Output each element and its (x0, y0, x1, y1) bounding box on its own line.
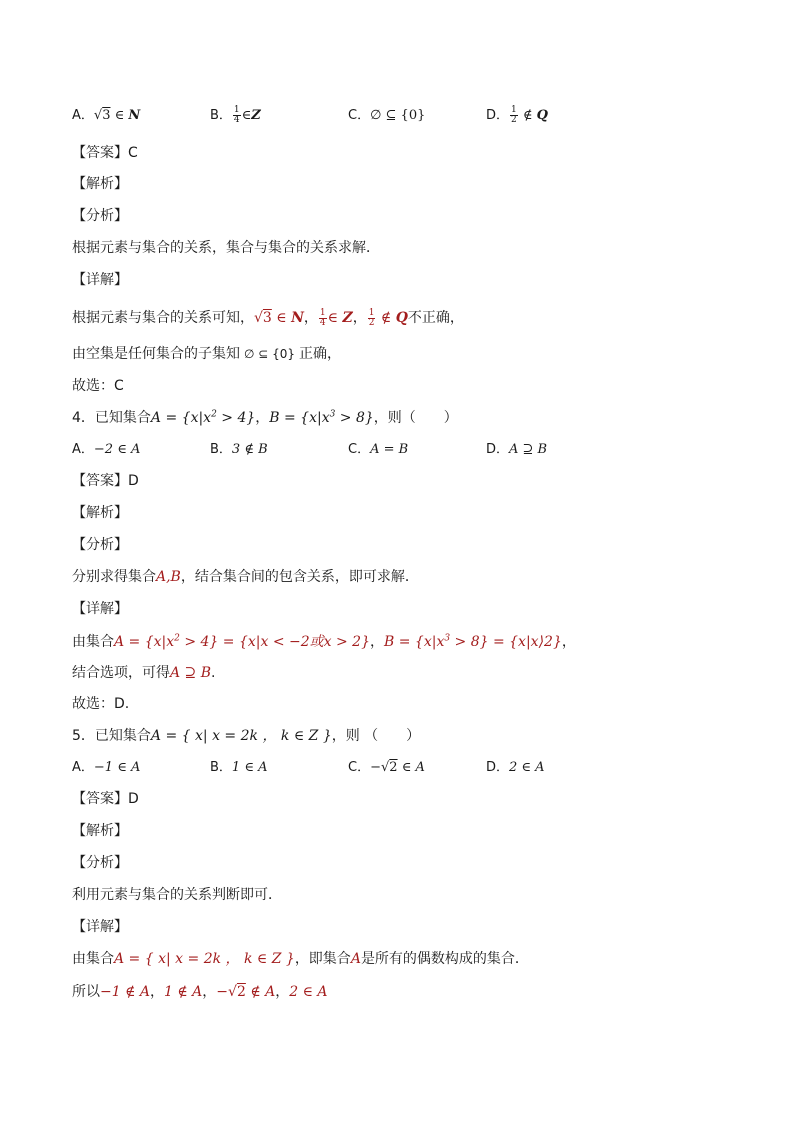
q5-option-b: B．1 ∈ A (210, 760, 268, 775)
q3-option-d: D． $\frac{1}{2}$ ∉ Q (486, 105, 548, 125)
q4-analysis: 分别求得集合A,B，结合集合间的包含关系，即可求解． (72, 569, 419, 585)
q3-option-b: B． $\frac{1}{4}$ ∈Z (210, 105, 261, 125)
q5-stem: 5．已知集合A = { x| x = 2k ， k ∈ Z }，则 （ ） (72, 728, 421, 744)
q4-jiexi-heading: 【解析】 (72, 505, 128, 521)
q3-detail-line-1: 根据元素与集合的关系可知，√3 ∈ N， $\frac{1}{4}$ ∈ Z， $\frac{1}{2}$ ∉ Q不正确， (72, 307, 464, 328)
q5-detail-line-1: 由集合A = { x| x = 2k ， k ∈ Z }，即集合A是所有的偶数构成的集合． (72, 951, 529, 967)
q4-option-a: A．−2 ∈ A (72, 442, 141, 457)
q5-analysis: 利用元素与集合的关系判断即可． (72, 887, 282, 903)
q3-jiexi-heading: 【解析】 (72, 176, 128, 192)
q4-detail-line-1: 由集合$A = \{x|x^2 > 4\} = \{x|x < -2$或x > 2}，$B = \{x|x^3 > 8\}$ = {x|x⟩2}， (72, 633, 576, 650)
q3-option-c: C．∅ ⊆ {0} (348, 108, 426, 123)
q5-option-c: C．−√2 ∈ A (348, 760, 425, 775)
q3-detail-line-2: 由空集是任何集合的子集知 ∅ ⊆ {0} 正确， (72, 346, 342, 362)
q4-answer: 【答案】D (72, 473, 139, 489)
q3-analysis: 根据元素与集合的关系，集合与集合的关系求解． (72, 240, 380, 256)
q4-option-c: C．A = B (348, 442, 409, 457)
q4-option-d: D．A ⊇ B (486, 442, 548, 457)
q3-conclusion: 故选：C (72, 378, 124, 394)
q4-fenxi-heading: 【分析】 (72, 537, 128, 553)
q3-option-a: A．√3 ∈ N (72, 108, 141, 123)
q5-fenxi-heading: 【分析】 (72, 855, 128, 871)
q4-option-b: B．3 ∉ B (210, 442, 268, 457)
q4-xiangjie-heading: 【详解】 (72, 601, 128, 617)
q3-xiangjie-heading: 【详解】 (72, 272, 128, 288)
q5-option-a: A．−1 ∈ A (72, 760, 141, 775)
q4-detail-line-2: 结合选项，可得A ⊇ B. (72, 665, 216, 681)
q3-answer: 【答案】C (72, 145, 138, 161)
q3-fenxi-heading: 【分析】 (72, 208, 128, 224)
q5-jiexi-heading: 【解析】 (72, 823, 128, 839)
q5-xiangjie-heading: 【详解】 (72, 919, 128, 935)
q4-stem: 4．已知集合$A = \{x|x^2 > 4\}$，$B = \{x|x^3 > 8\}$，则（ ） (72, 409, 458, 426)
q5-option-d: D．2 ∈ A (486, 760, 545, 775)
q5-answer: 【答案】D (72, 791, 139, 807)
q5-detail-line-2: 所以−1 ∉ A，1 ∉ A，−√2 ∉ A，2 ∈ A (72, 984, 328, 1000)
q4-conclusion: 故选：D. (72, 696, 130, 712)
